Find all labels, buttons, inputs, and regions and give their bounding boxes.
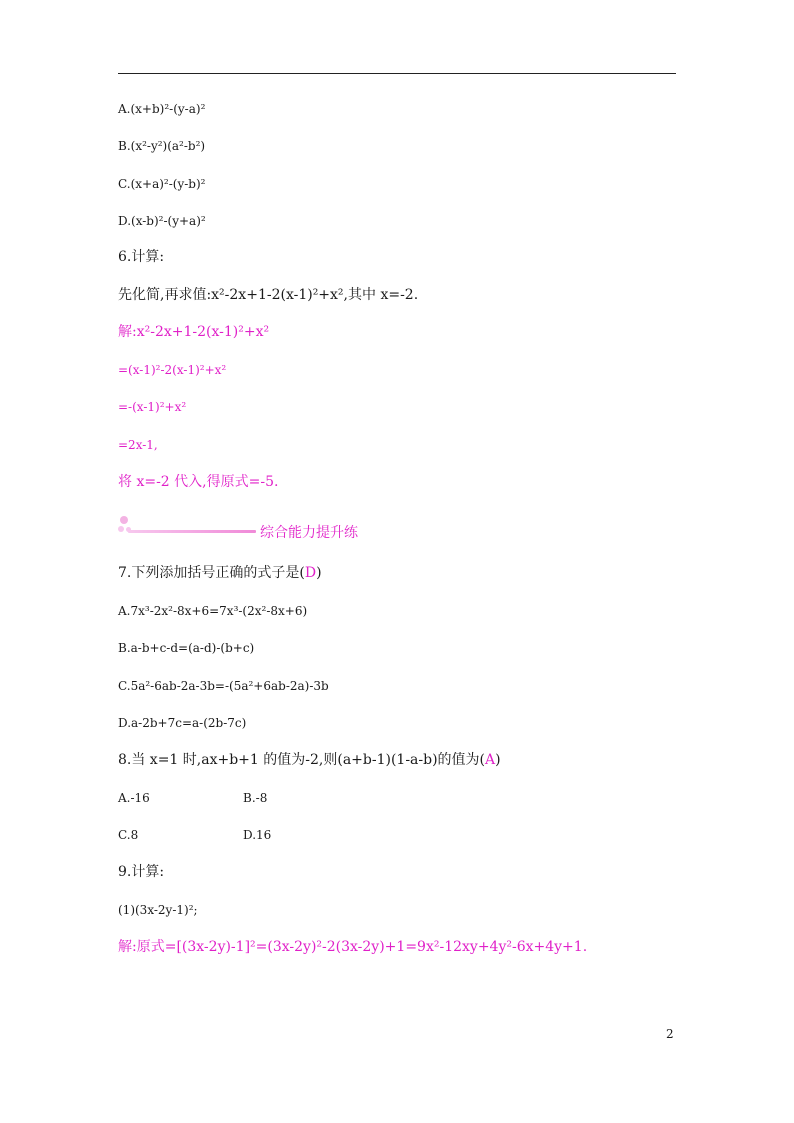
- question-7-stem: [118, 565, 322, 581]
- option-7a: A.7x³-2x²-8x+6=7x³-(2x²-8x+6): [118, 604, 308, 618]
- option-7c: C.5a²-6ab-2a-3b=-(5a²+6ab-2a)-3b: [118, 679, 329, 693]
- option-8a: A.-16: [118, 791, 150, 805]
- option-8c: C.8: [118, 828, 139, 842]
- solution-9-part-1: 解:原式=[(3x-2y)-1]²=(3x-2y)²-2(3x-2y)+1=9x²-12xy+4y²-6x+4y+1.: [118, 939, 588, 955]
- decor-dot-icon: [118, 526, 124, 532]
- option-5c: C.(x+a)²-(y-b)²: [118, 177, 206, 191]
- solution-6-line-5: 将 x=-2 代入,得原式=-5.: [118, 474, 279, 490]
- solution-6-line-4: =2x-1,: [118, 438, 158, 452]
- question-7-answer: D: [304, 565, 317, 581]
- decor-dot-icon: [120, 516, 128, 524]
- section-bar: [128, 530, 256, 533]
- option-7d: D.a-2b+7c=a-(2b-7c): [118, 716, 247, 730]
- question-6-heading: 6.计算:: [118, 249, 165, 265]
- question-8-text: 8.当 x=1 时,ax+b+1 的值为-2,则(a+b-1)(1-a-b)的值为(: [118, 752, 486, 768]
- section-title: 综合能力提升练: [260, 525, 358, 541]
- question-9-part-1: (1)(3x-2y-1)²;: [118, 903, 198, 917]
- header-rule: [118, 73, 676, 74]
- page-number: 2: [666, 1027, 674, 1041]
- option-5b: B.(x²-y²)(a²-b²): [118, 139, 206, 153]
- options-8-row-2: [118, 827, 368, 843]
- question-8-stem: [118, 752, 501, 768]
- option-5d: D.(x-b)²-(y+a)²: [118, 214, 206, 228]
- question-8-answer: A: [485, 752, 496, 768]
- question-6-prompt: 先化简,再求值:x²-2x+1-2(x-1)²+x²,其中 x=-2.: [118, 287, 419, 303]
- option-7b: B.a-b+c-d=(a-d)-(b+c): [118, 641, 255, 655]
- option-5a: A.(x+b)²-(y-a)²: [118, 102, 206, 116]
- question-7-close: ): [316, 565, 322, 581]
- solution-6-line-2: =(x-1)²-2(x-1)²+x²: [118, 363, 227, 377]
- option-8b: B.-8: [243, 791, 268, 805]
- section-banner: [118, 514, 368, 544]
- solution-6-line-3: =-(x-1)²+x²: [118, 400, 187, 414]
- solution-6-line-1: 解:x²-2x+1-2(x-1)²+x²: [118, 324, 270, 340]
- options-8-row-1: [118, 790, 368, 806]
- question-7-text: 7.下列添加括号正确的式子是(: [118, 565, 305, 581]
- option-8d: D.16: [243, 828, 272, 842]
- question-8-close: ): [495, 752, 501, 768]
- question-9-heading: 9.计算:: [118, 864, 165, 880]
